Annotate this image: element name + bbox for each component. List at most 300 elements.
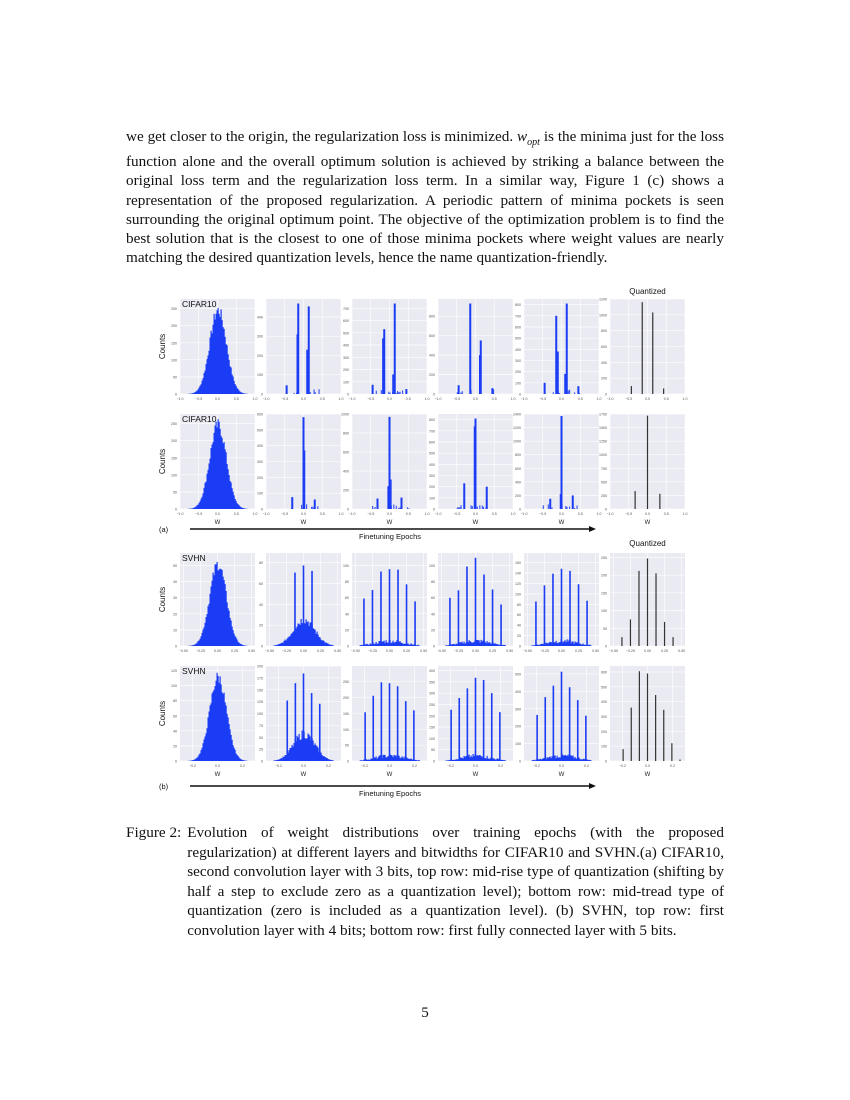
svg-text:0.0: 0.0 [559, 512, 564, 516]
paragraph-text-start: we get closer to the origin, the regularization loss is minimized. [126, 128, 518, 145]
svg-text:700: 700 [343, 306, 349, 311]
svg-text:0.0: 0.0 [301, 397, 306, 401]
svg-text:50: 50 [173, 375, 177, 380]
svg-text:400: 400 [515, 689, 521, 694]
svg-text:400: 400 [257, 315, 263, 320]
svg-text:−0.2: −0.2 [274, 764, 283, 768]
svg-text:600: 600 [343, 319, 349, 324]
svg-text:100: 100 [515, 381, 521, 386]
svg-text:1000: 1000 [513, 439, 521, 444]
svg-text:0: 0 [433, 392, 435, 397]
svg-text:0.5: 0.5 [491, 397, 497, 401]
svg-text:100: 100 [601, 609, 607, 614]
svg-text:0: 0 [175, 507, 177, 512]
svg-text:600: 600 [515, 325, 521, 330]
svg-text:0.0: 0.0 [559, 764, 564, 768]
svg-text:0.00: 0.00 [386, 649, 393, 653]
dataset-label: CIFAR10 [182, 299, 217, 309]
dataset-label: CIFAR10 [182, 414, 217, 424]
svg-text:−1.0: −1.0 [348, 512, 356, 516]
svg-text:200: 200 [601, 376, 607, 381]
svg-text:800: 800 [343, 431, 349, 436]
svg-text:−0.50: −0.50 [264, 649, 274, 653]
x-axis-label: W [214, 520, 221, 526]
svg-text:100: 100 [171, 358, 177, 363]
finetuning-epochs-label: Finetuning Epochs [358, 532, 422, 541]
svg-text:1000: 1000 [599, 453, 607, 458]
svg-text:800: 800 [429, 314, 435, 319]
svg-text:120: 120 [515, 581, 521, 586]
svg-text:0.0: 0.0 [215, 397, 220, 401]
svg-text:−0.5: −0.5 [539, 512, 547, 516]
svg-text:0.0: 0.0 [215, 512, 220, 516]
svg-text:−0.25: −0.25 [281, 649, 292, 653]
svg-text:400: 400 [429, 462, 435, 467]
svg-text:200: 200 [515, 370, 521, 375]
svg-text:20: 20 [259, 623, 263, 628]
svg-text:0: 0 [433, 507, 435, 512]
svg-text:0: 0 [519, 644, 521, 649]
svg-text:500: 500 [429, 451, 435, 456]
svg-text:250: 250 [171, 307, 177, 312]
svg-text:0.5: 0.5 [663, 397, 669, 401]
paragraph-text-rest: is the minima just for the loss function alone and the overall optimum solution is achieved by striking a balance between the original loss term and the regularization loss term. In a similar way, Figure 1 (c) shows a representation of the proposed regularization. A periodic pattern of minima pockets is seen surrounding the original optimum point. The objective of the optimization problem is to find the best solution that is the closest to one of those minima pockets where weight values are nearly matching the desired quantization levels, hence the name quantization-friendly. [126, 128, 724, 267]
svg-text:−0.2: −0.2 [188, 764, 197, 768]
svg-text:0: 0 [347, 392, 349, 397]
svg-text:80: 80 [517, 602, 521, 607]
svg-text:−0.25: −0.25 [367, 649, 378, 653]
y-axis-label: Counts [158, 448, 167, 475]
dataset-label: SVHN [182, 666, 206, 676]
svg-text:200: 200 [257, 353, 263, 358]
svg-text:150: 150 [171, 341, 177, 346]
svg-text:−0.5: −0.5 [539, 397, 547, 401]
svg-text:600: 600 [601, 345, 607, 349]
x-axis-label: W [214, 772, 221, 778]
svg-text:50: 50 [345, 743, 349, 748]
svg-text:1.0: 1.0 [682, 397, 688, 401]
svg-text:−0.5: −0.5 [195, 512, 203, 516]
svg-text:20: 20 [173, 612, 177, 617]
svg-text:0.25: 0.25 [231, 649, 239, 653]
x-axis-label: W [386, 772, 393, 778]
svg-text:400: 400 [429, 353, 435, 358]
svg-text:0.50: 0.50 [678, 649, 686, 653]
x-axis-label: W [558, 772, 565, 778]
svg-text:0.50: 0.50 [506, 649, 514, 653]
svg-text:400: 400 [601, 700, 607, 705]
svg-text:0.0: 0.0 [645, 397, 650, 401]
svg-text:−0.25: −0.25 [625, 649, 636, 653]
histogram-subplot [343, 553, 427, 653]
x-axis-label: W [558, 520, 565, 526]
svg-text:700: 700 [429, 429, 435, 434]
svg-text:0: 0 [347, 759, 349, 764]
svg-text:−0.50: −0.50 [522, 649, 532, 653]
svg-text:−0.50: −0.50 [436, 649, 446, 653]
svg-text:800: 800 [429, 418, 435, 423]
svg-text:300: 300 [257, 334, 263, 339]
svg-text:800: 800 [515, 303, 521, 308]
svg-text:−0.5: −0.5 [453, 397, 461, 401]
svg-text:300: 300 [601, 715, 607, 720]
svg-text:0.5: 0.5 [577, 512, 583, 516]
svg-text:0.25: 0.25 [575, 649, 583, 653]
svg-text:200: 200 [601, 729, 607, 734]
svg-text:25: 25 [259, 747, 263, 752]
svg-text:1.0: 1.0 [338, 397, 344, 401]
svg-text:200: 200 [171, 324, 177, 329]
svg-text:250: 250 [601, 493, 607, 498]
svg-text:250: 250 [171, 422, 177, 427]
svg-text:0.5: 0.5 [319, 397, 325, 401]
svg-text:50: 50 [173, 563, 177, 568]
svg-text:1.0: 1.0 [596, 397, 602, 401]
histogram-subplot [259, 553, 341, 653]
svg-text:−0.5: −0.5 [453, 512, 461, 516]
svg-text:−1.0: −1.0 [176, 397, 184, 401]
svg-text:0.2: 0.2 [412, 764, 417, 768]
histogram-subplot [429, 553, 513, 653]
svg-text:40: 40 [259, 602, 263, 607]
histogram-subplot [257, 665, 341, 779]
svg-text:−0.25: −0.25 [195, 649, 206, 653]
svg-text:−0.5: −0.5 [625, 512, 633, 516]
svg-text:0.0: 0.0 [473, 764, 478, 768]
svg-text:600: 600 [429, 440, 435, 445]
svg-text:0.00: 0.00 [558, 649, 565, 653]
svg-text:150: 150 [343, 711, 349, 716]
histogram-subplot [596, 412, 688, 527]
svg-text:1400: 1400 [513, 412, 521, 417]
histogram-subplot [343, 666, 427, 778]
svg-text:0.25: 0.25 [661, 649, 669, 653]
svg-text:40: 40 [431, 612, 435, 617]
svg-text:−0.5: −0.5 [281, 512, 289, 516]
svg-text:10: 10 [173, 628, 177, 633]
svg-text:0.50: 0.50 [420, 649, 428, 653]
dataset-label: SVHN [182, 553, 206, 563]
svg-text:800: 800 [515, 453, 521, 458]
svg-text:250: 250 [429, 702, 435, 707]
svg-text:0.2: 0.2 [240, 764, 245, 768]
svg-text:−0.2: −0.2 [360, 764, 369, 768]
svg-text:40: 40 [517, 623, 521, 628]
y-axis-label: Counts [158, 333, 167, 360]
svg-text:300: 300 [429, 691, 435, 696]
svg-text:0: 0 [519, 507, 521, 512]
histogram-subplot [515, 553, 599, 653]
svg-text:−0.5: −0.5 [625, 397, 633, 401]
histogram-subplot [158, 299, 258, 401]
svg-text:0.0: 0.0 [387, 512, 392, 516]
svg-text:400: 400 [601, 360, 607, 365]
svg-text:75: 75 [259, 723, 263, 728]
svg-text:150: 150 [257, 688, 263, 693]
svg-text:100: 100 [515, 592, 521, 597]
finetuning-epochs-label: Finetuning Epochs [358, 789, 422, 798]
y-axis-label: Counts [158, 700, 167, 727]
svg-text:40: 40 [173, 580, 177, 585]
svg-text:20: 20 [345, 628, 349, 633]
svg-text:100: 100 [429, 736, 435, 741]
svg-text:−1.0: −1.0 [176, 512, 184, 516]
caption-label: Figure 2: [126, 824, 182, 841]
svg-text:1200: 1200 [599, 297, 607, 302]
svg-text:0: 0 [175, 644, 177, 649]
svg-text:1.0: 1.0 [424, 512, 430, 516]
svg-text:500: 500 [343, 331, 349, 336]
svg-text:0.00: 0.00 [472, 649, 479, 653]
svg-text:0.5: 0.5 [577, 397, 583, 401]
svg-text:1.0: 1.0 [252, 397, 258, 401]
svg-text:1000: 1000 [341, 412, 349, 417]
svg-text:60: 60 [517, 613, 521, 618]
svg-text:1500: 1500 [599, 426, 607, 431]
svg-text:0.0: 0.0 [215, 764, 220, 768]
svg-text:160: 160 [515, 561, 521, 566]
svg-text:60: 60 [259, 581, 263, 586]
svg-text:200: 200 [429, 714, 435, 719]
svg-text:50: 50 [259, 735, 263, 740]
svg-text:0.2: 0.2 [326, 764, 331, 768]
svg-text:200: 200 [257, 475, 263, 480]
svg-text:100: 100 [257, 373, 263, 378]
svg-text:350: 350 [429, 680, 435, 685]
arrow-head-icon [589, 526, 596, 532]
histogram-subplot [429, 414, 516, 526]
svg-text:−1.0: −1.0 [606, 512, 614, 516]
svg-text:−0.5: −0.5 [367, 397, 375, 401]
svg-text:−1.0: −1.0 [262, 512, 270, 516]
svg-text:0: 0 [605, 644, 607, 649]
svg-text:0.5: 0.5 [405, 397, 411, 401]
svg-text:300: 300 [257, 460, 263, 464]
svg-text:0.0: 0.0 [473, 397, 478, 401]
svg-text:200: 200 [257, 664, 263, 669]
svg-text:0.0: 0.0 [301, 764, 306, 768]
svg-text:1.0: 1.0 [424, 397, 430, 401]
panel-label: (b) [159, 782, 169, 791]
svg-text:100: 100 [343, 380, 349, 385]
svg-text:−0.50: −0.50 [608, 649, 618, 653]
svg-text:50: 50 [173, 490, 177, 495]
x-axis-label: W [386, 520, 393, 526]
svg-text:0.2: 0.2 [498, 764, 503, 768]
svg-text:100: 100 [515, 742, 521, 747]
svg-text:1000: 1000 [599, 313, 607, 318]
svg-text:20: 20 [173, 744, 177, 749]
svg-text:80: 80 [259, 561, 263, 566]
histogram-subplot [158, 414, 258, 526]
svg-text:60: 60 [431, 596, 435, 601]
svg-text:−0.2: −0.2 [532, 764, 541, 768]
svg-text:60: 60 [345, 596, 349, 601]
svg-text:0.0: 0.0 [387, 764, 392, 768]
svg-text:200: 200 [429, 485, 435, 490]
svg-text:1250: 1250 [599, 439, 607, 444]
svg-text:0.00: 0.00 [644, 649, 651, 653]
svg-text:1.0: 1.0 [596, 512, 602, 516]
svg-text:0.5: 0.5 [491, 512, 497, 516]
histogram-subplot [338, 412, 430, 527]
svg-text:100: 100 [171, 684, 177, 689]
histogram-grid [150, 283, 710, 803]
svg-text:700: 700 [515, 314, 521, 319]
svg-text:0.0: 0.0 [473, 512, 478, 516]
svg-text:200: 200 [343, 696, 349, 701]
svg-text:200: 200 [171, 439, 177, 444]
svg-text:20: 20 [517, 634, 521, 639]
svg-text:0.2: 0.2 [670, 764, 675, 768]
svg-text:0.5: 0.5 [233, 397, 239, 401]
svg-text:−0.25: −0.25 [539, 649, 550, 653]
svg-text:0.00: 0.00 [214, 649, 221, 653]
svg-text:400: 400 [515, 347, 521, 352]
svg-text:−1.0: −1.0 [348, 397, 356, 401]
svg-text:0: 0 [605, 507, 607, 512]
svg-text:0.5: 0.5 [663, 512, 669, 516]
svg-text:0.0: 0.0 [645, 512, 650, 516]
svg-text:−1.0: −1.0 [520, 512, 528, 516]
svg-text:0.0: 0.0 [301, 512, 306, 516]
svg-text:1750: 1750 [599, 412, 607, 417]
svg-text:300: 300 [343, 355, 349, 360]
histogram-subplot [158, 666, 255, 778]
svg-text:0.0: 0.0 [645, 764, 650, 768]
svg-text:0.5: 0.5 [233, 512, 239, 516]
svg-text:100: 100 [343, 563, 349, 568]
svg-text:0: 0 [261, 507, 263, 512]
svg-text:500: 500 [515, 672, 521, 677]
svg-text:600: 600 [429, 334, 435, 339]
math-w-opt: $w_{opt}$ [517, 128, 540, 149]
svg-text:600: 600 [343, 450, 349, 455]
quantized-title-b: Quantized [629, 539, 666, 548]
svg-text:30: 30 [173, 596, 177, 601]
svg-text:1200: 1200 [513, 426, 521, 431]
svg-text:600: 600 [257, 412, 263, 417]
svg-text:500: 500 [601, 685, 607, 690]
svg-text:−1.0: −1.0 [520, 397, 528, 401]
svg-text:400: 400 [343, 469, 349, 474]
svg-text:300: 300 [429, 473, 435, 478]
svg-text:80: 80 [431, 580, 435, 585]
histogram-subplot [515, 299, 602, 401]
svg-text:0: 0 [347, 507, 349, 512]
svg-text:0.5: 0.5 [319, 512, 325, 516]
svg-text:20: 20 [431, 628, 435, 633]
svg-text:0.25: 0.25 [317, 649, 325, 653]
svg-text:1.0: 1.0 [338, 512, 344, 516]
svg-text:600: 600 [515, 466, 521, 471]
histogram-subplot [343, 299, 430, 401]
svg-text:1.0: 1.0 [510, 397, 516, 401]
svg-text:0: 0 [175, 759, 177, 764]
svg-text:0: 0 [261, 392, 263, 397]
quantized-title-a: Quantized [629, 287, 666, 296]
svg-text:0: 0 [175, 392, 177, 397]
svg-text:−0.2: −0.2 [446, 764, 455, 768]
svg-text:0.50: 0.50 [248, 649, 256, 653]
svg-text:−0.5: −0.5 [281, 397, 289, 401]
x-axis-label: W [644, 520, 651, 526]
svg-text:175: 175 [257, 676, 263, 681]
svg-text:200: 200 [601, 573, 607, 578]
svg-text:−0.50: −0.50 [350, 649, 360, 653]
svg-text:0.25: 0.25 [489, 649, 497, 653]
svg-text:400: 400 [515, 480, 521, 485]
svg-text:800: 800 [601, 329, 607, 334]
caption-text: Evolution of weight distributions over training epochs (with the proposed regularization) at different layers and bitwidths for CIFAR10 and SVHN.(a) CIFAR10, second convolution layer with 3 bits, top row: mid-rise type of quantization (shifting by half a step to exclude zero as a quantization level); bottom row: mid-tread type of quantization (zero is included as a quantization level). (b) SVHN, top row: first convolution layer with 4 bits; bottom row: first fully connected layer with 5 bits. [187, 824, 724, 939]
x-axis-label: W [300, 772, 307, 778]
svg-text:500: 500 [601, 480, 607, 485]
svg-text:80: 80 [345, 580, 349, 585]
histogram-subplot [510, 412, 602, 527]
svg-text:0: 0 [261, 759, 263, 764]
histogram-subplot [429, 299, 516, 401]
figure-caption [126, 823, 724, 941]
svg-text:300: 300 [515, 707, 521, 712]
svg-text:150: 150 [601, 591, 607, 596]
svg-text:100: 100 [171, 473, 177, 478]
x-axis-label: W [472, 772, 479, 778]
svg-text:−0.50: −0.50 [178, 649, 188, 653]
histogram-subplot [429, 666, 513, 778]
svg-text:150: 150 [171, 456, 177, 461]
svg-text:40: 40 [345, 612, 349, 617]
svg-text:0: 0 [347, 644, 349, 649]
svg-text:−1.0: −1.0 [262, 397, 270, 401]
svg-text:80: 80 [173, 699, 177, 704]
svg-text:100: 100 [343, 727, 349, 732]
arrow-head-icon [589, 783, 596, 789]
svg-text:0: 0 [519, 392, 521, 397]
svg-text:600: 600 [601, 670, 607, 675]
panel-label: (a) [159, 525, 169, 534]
histogram-subplot [601, 666, 685, 778]
svg-text:0: 0 [433, 759, 435, 764]
histogram-subplot [257, 413, 344, 527]
svg-text:150: 150 [429, 725, 435, 730]
svg-text:0: 0 [261, 644, 263, 649]
svg-text:100: 100 [257, 491, 263, 496]
page-number: 5 [421, 1005, 429, 1021]
svg-text:50: 50 [431, 748, 435, 753]
svg-text:0.2: 0.2 [584, 764, 589, 768]
svg-text:−0.2: −0.2 [618, 764, 627, 768]
svg-text:0.50: 0.50 [592, 649, 600, 653]
svg-text:40: 40 [173, 729, 177, 734]
svg-text:1.0: 1.0 [510, 512, 516, 516]
x-axis-label: W [644, 772, 651, 778]
x-axis-label: W [472, 520, 479, 526]
svg-text:0.0: 0.0 [387, 397, 392, 401]
y-axis-label: Counts [158, 586, 167, 613]
svg-text:1.0: 1.0 [682, 512, 688, 516]
svg-text:0.25: 0.25 [403, 649, 411, 653]
svg-text:−0.25: −0.25 [453, 649, 464, 653]
svg-text:0.5: 0.5 [405, 512, 411, 516]
svg-text:100: 100 [601, 744, 607, 749]
svg-text:250: 250 [601, 555, 607, 560]
svg-text:750: 750 [601, 466, 607, 471]
svg-text:0: 0 [605, 392, 607, 397]
svg-text:400: 400 [429, 669, 435, 674]
histogram-subplot [257, 299, 344, 401]
histogram-subplot [601, 553, 685, 653]
histogram-subplot [515, 666, 599, 778]
